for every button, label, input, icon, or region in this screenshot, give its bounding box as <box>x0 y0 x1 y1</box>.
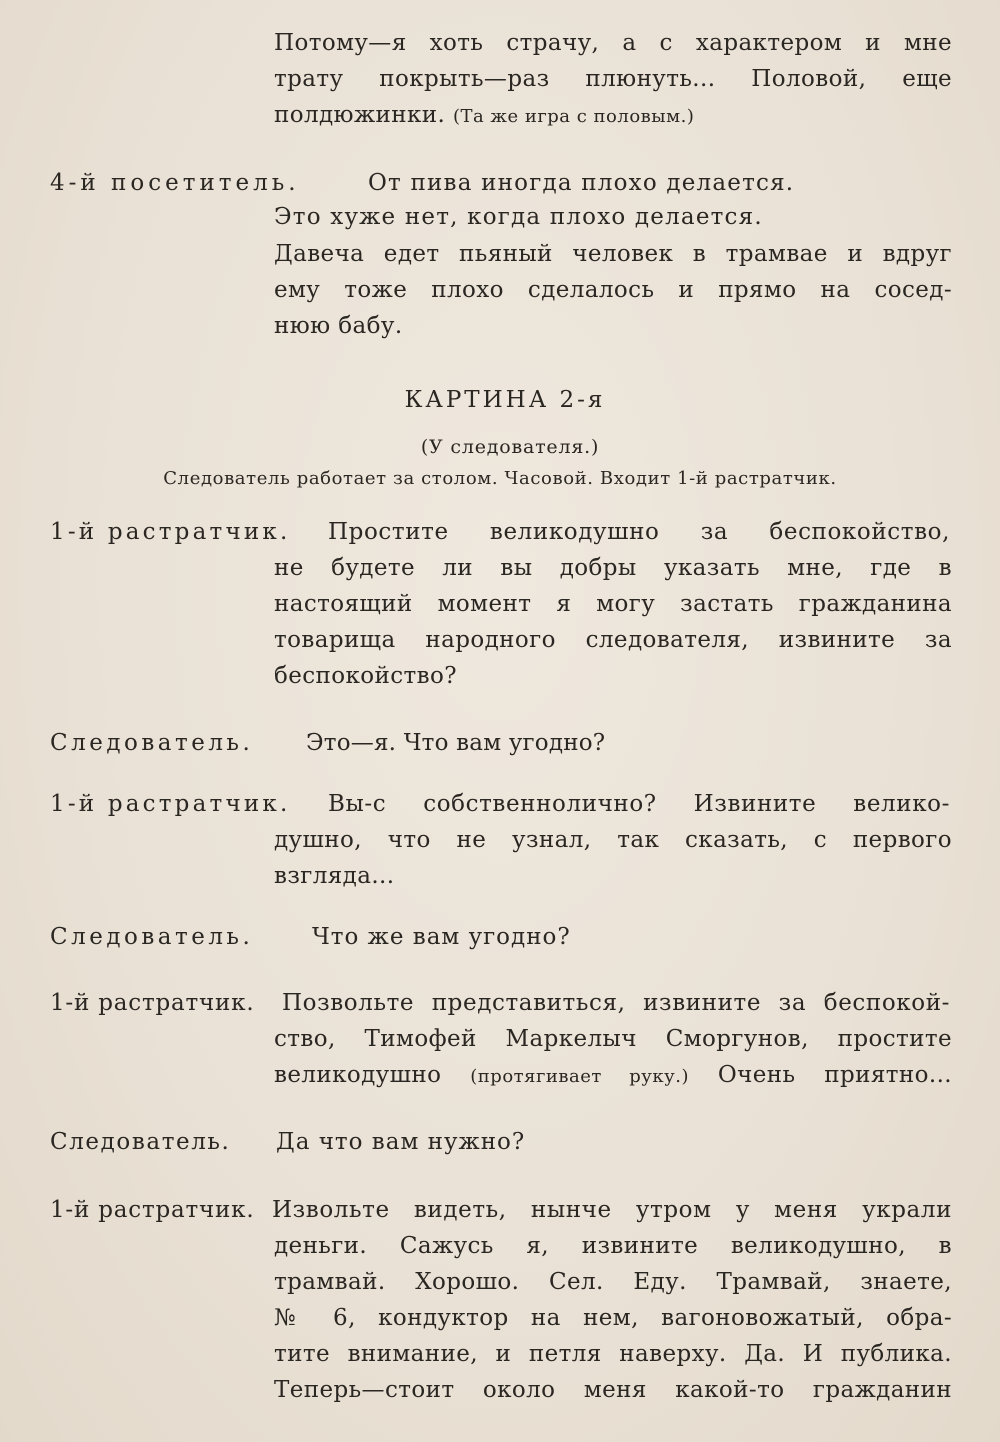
speech-lines <box>274 822 952 894</box>
text-line: деньги. Сажусь я, извините великодушно, в <box>274 1233 952 1259</box>
text-line: нюю бабу. <box>274 313 403 339</box>
text-line: Да что вам нужно? <box>276 1129 526 1155</box>
speech-lines <box>274 236 952 344</box>
text-line: настоящий момент я могу застать гражданина <box>274 591 952 617</box>
text-line: № 6, кондуктор на нем, вагоновожатый, обра- <box>274 1305 952 1331</box>
text-line: Это—я. Что вам угодно? <box>306 730 606 756</box>
speech-lines <box>274 550 952 694</box>
text-line <box>274 1057 952 1095</box>
speaker-name: 1-й растратчик. <box>50 519 291 545</box>
speaker-name: 1-й растратчик. <box>50 791 291 817</box>
text-line: трамвай. Хорошо. Сел. Еду. Трамвай, знаете, <box>274 1269 952 1295</box>
text-line <box>274 97 952 135</box>
text-line: Что же вам угодно? <box>312 924 571 950</box>
stage-direction: (протягивает руку.) <box>470 1066 689 1087</box>
speaker-name: 1-й растратчик. <box>50 1197 255 1223</box>
speaker-name: Следователь. <box>50 924 254 950</box>
scene-location: (У следователя.) <box>420 436 600 458</box>
speech-lines <box>274 1228 952 1408</box>
text-line: товарища народного следователя, извините за <box>274 627 952 653</box>
speaker-name: 1-й растратчик. <box>50 990 255 1016</box>
text-line: Вы-с собственнолично? Извините велико- <box>328 791 950 817</box>
text-line: Теперь—стоит около меня какой-то гражданин <box>274 1377 952 1403</box>
text-line: беспокойство? <box>274 663 458 689</box>
speaker-name: Следователь. <box>50 730 254 756</box>
text-line: ство, Тимофей Маркелыч Сморгунов, простите <box>274 1026 952 1052</box>
stage-direction: Следователь работает за столом. Часовой. Входит 1-й растратчик. <box>163 468 837 489</box>
text-line: не будете ли вы добры указать мне, где в <box>274 555 952 581</box>
speaker-name: 4-й посетитель. <box>50 170 300 196</box>
text-line: От пива иногда плохо делается. <box>368 170 795 196</box>
text-line: тите внимание, и петля наверху. Да. И публика. <box>274 1341 952 1367</box>
text-line: ему тоже плохо сделалось и прямо на сосед- <box>274 277 952 303</box>
text-line: Потому—я хоть страчу, а с характером и мне <box>274 30 952 56</box>
text-fragment: полдюжинки. <box>274 102 446 128</box>
stage-direction: (Та же игра с половым.) <box>452 106 695 127</box>
speaker-name: Следователь. <box>50 1129 231 1155</box>
speech-continuation <box>274 25 952 135</box>
text-line: Позвольте представиться, извините за беспокой- <box>282 990 950 1016</box>
text-line: трату покрыть—раз плюнуть... Половой, еще <box>274 66 952 92</box>
speech-lines <box>274 1021 952 1095</box>
text-line: Давеча едет пьяный человек в трамвае и вдруг <box>274 241 952 267</box>
text-line: Простите великодушно за беспокойство, <box>328 519 950 545</box>
text-fragment: Очень приятно... <box>717 1062 952 1088</box>
text-line: душно, что не узнал, так сказать, с первого <box>274 827 952 853</box>
scene-title: КАРТИНА 2-я <box>404 387 606 413</box>
text-line: Это хуже нет, когда плохо делается. <box>274 204 763 230</box>
text-line: взгляда... <box>274 863 395 889</box>
text-fragment: великодушно <box>274 1062 442 1088</box>
text-line: Извольте видеть, нынче утром у меня украли <box>272 1197 952 1223</box>
